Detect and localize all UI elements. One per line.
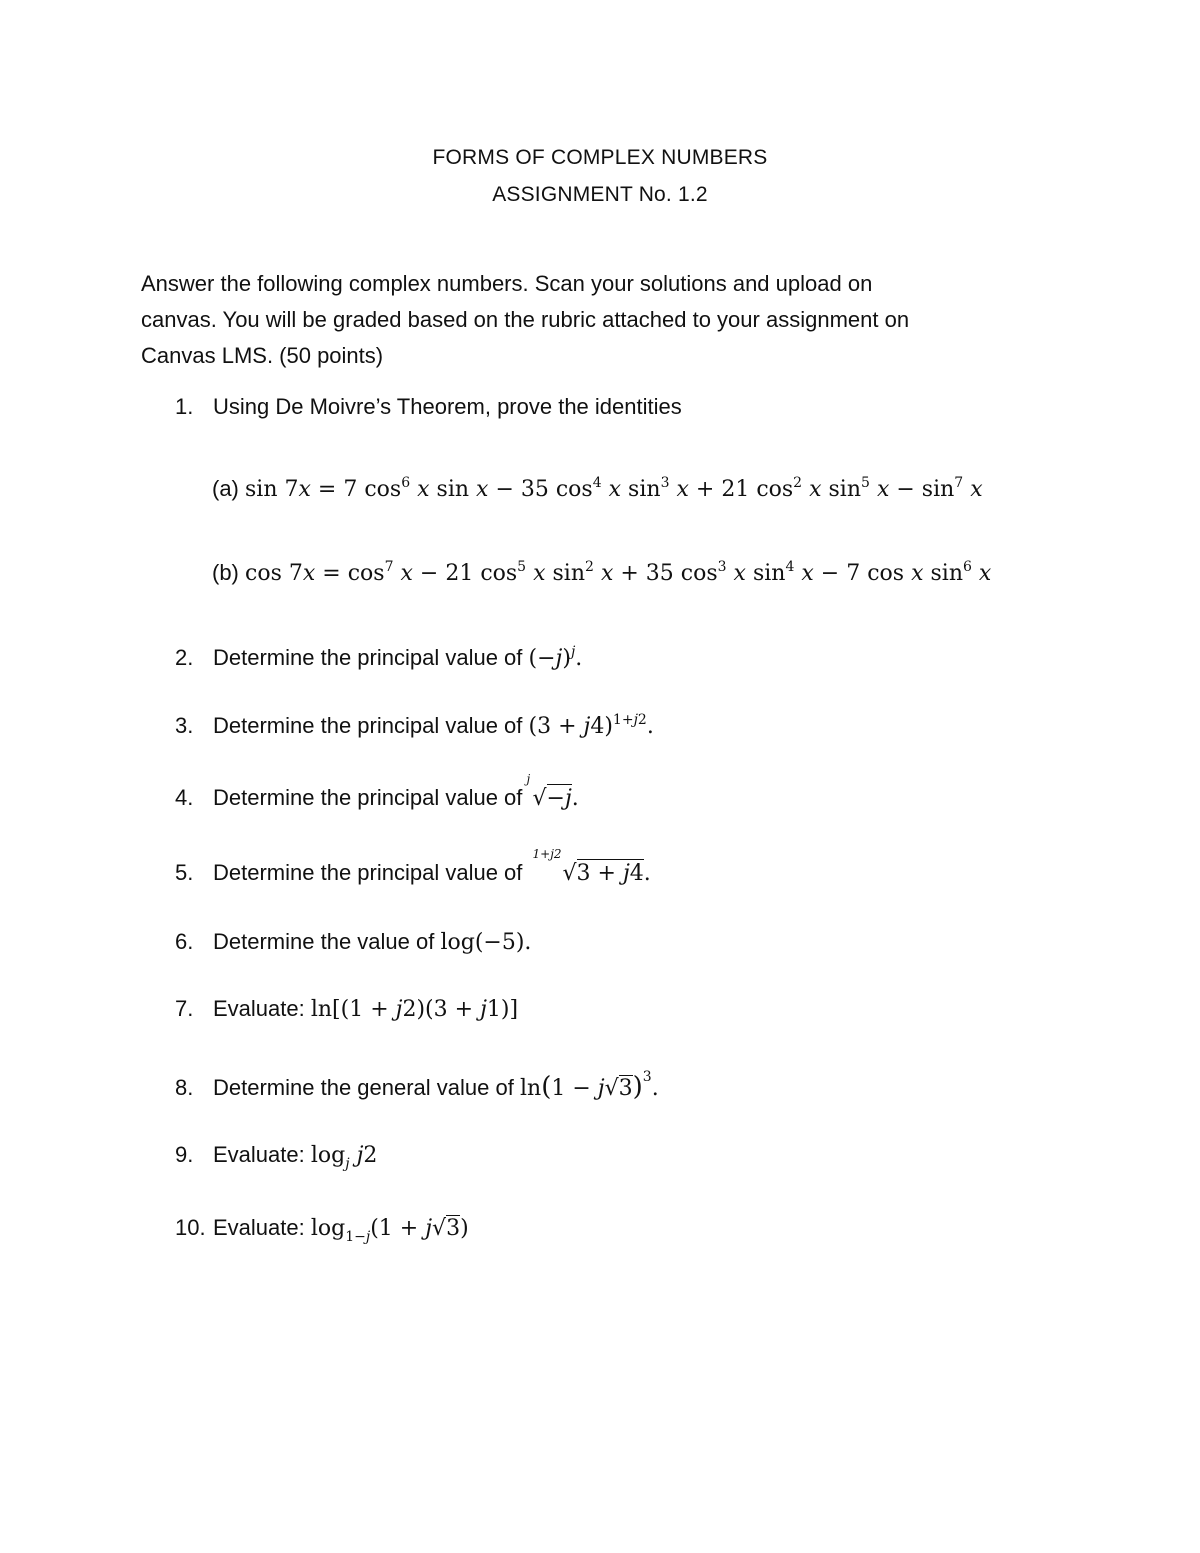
question-text: Determine the principal value of <box>213 645 529 670</box>
question-9 <box>175 1142 378 1172</box>
question-10-expression: $\log_{1-j}(1 + j√3)$ <box>310 1216 469 1245</box>
question-1 <box>175 394 682 420</box>
question-text: Evaluate: <box>213 996 311 1021</box>
page-title: FORMS OF COMPLEX NUMBERS <box>432 146 768 169</box>
question-text: Evaluate: <box>213 1215 311 1240</box>
question-7-expression: ln[(1 + j2)(3 + j1)] <box>310 997 519 1022</box>
question-text: Determine the principal value of <box>213 785 529 810</box>
question-9-expression: $\log_j j2$ <box>310 1143 378 1172</box>
identity-a-label: (a) <box>212 476 245 501</box>
question-number: 3. <box>175 713 194 738</box>
identity-b <box>212 560 991 586</box>
question-text: Using De Moivre’s Theorem, prove the identities <box>213 394 682 419</box>
identity-a-equation: sin 7x = 7 $\cos^6 x$ sin x − 35 $\cos^4 x$ $\sin^3 x + 21$ $\cos^2 x$ $\sin^5 x - \sin^7 x$ <box>245 475 983 502</box>
question-2 <box>175 645 582 671</box>
question-5-expression: 1+j2 √3 + j4. <box>532 847 651 886</box>
instructions-line-3: Canvas LMS. (50 points) <box>141 343 384 368</box>
question-8-expression: $\ln(1 - j√3)^3$. <box>519 1069 659 1102</box>
question-text: Determine the general value of <box>213 1075 520 1100</box>
question-5 <box>175 847 651 886</box>
question-6-expression: log(−5). <box>440 930 532 955</box>
identity-a <box>212 476 983 502</box>
identity-b-label: (b) <box>212 560 245 585</box>
question-number: 1. <box>175 394 194 419</box>
assignment-number: ASSIGNMENT No. 1.2 <box>492 183 708 206</box>
instructions <box>141 266 1061 374</box>
identity-b-equation: $\cos 7x = \cos^7 x - 21$ $\cos^5 x$ $\sin^2 x + 35$ $\cos^3 x$ $\sin^4 x - 7$ cos x $\sin^6 x$ <box>245 559 992 586</box>
instructions-line-2: canvas. You will be graded based on the rubric attached to your assignment on <box>141 307 910 332</box>
question-number: 10. <box>175 1215 206 1240</box>
question-8 <box>175 1069 659 1102</box>
question-number: 2. <box>175 645 194 670</box>
question-number: 8. <box>175 1075 194 1100</box>
question-3-expression: $(3 + j4)^{1+j2}$. <box>528 712 654 739</box>
question-4 <box>175 772 579 811</box>
question-number: 5. <box>175 860 194 885</box>
question-10 <box>175 1215 469 1245</box>
question-3 <box>175 713 654 739</box>
question-number: 4. <box>175 785 194 810</box>
instructions-line-1: Answer the following complex numbers. Scan your solutions and upload on <box>141 271 873 296</box>
question-text: Determine the value of <box>213 929 441 954</box>
question-2-expression: $(-j)^j$. <box>528 644 583 671</box>
question-number: 6. <box>175 929 194 954</box>
question-text: Determine the principal value of <box>213 860 529 885</box>
question-text: Evaluate: <box>213 1142 311 1167</box>
question-number: 9. <box>175 1142 194 1167</box>
question-4-expression: j √−j. <box>526 772 579 811</box>
question-number: 7. <box>175 996 194 1021</box>
question-6 <box>175 929 531 955</box>
question-7 <box>175 996 518 1022</box>
question-text: Determine the principal value of <box>213 713 529 738</box>
